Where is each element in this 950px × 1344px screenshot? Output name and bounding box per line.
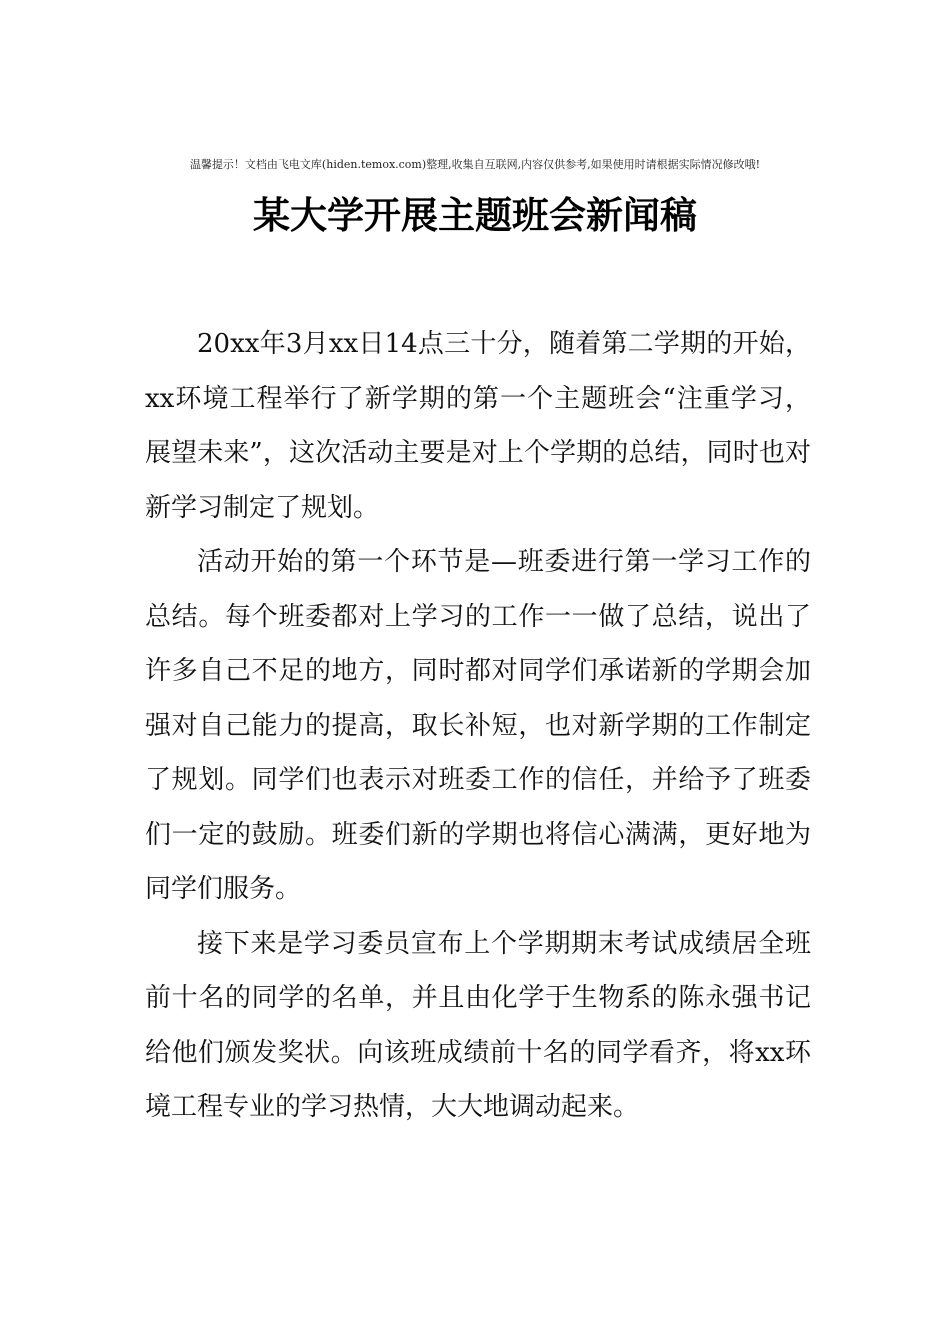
document-title: 某大学开展主题班会新闻稿: [253, 193, 697, 237]
download-notice: 温馨提示！文档由飞电文库(hiden.temox.com)整理,收集自互联网,内容仅供参考,如果使用时请根据实际情况修改哦!: [189, 158, 761, 171]
document-body: [145, 317, 811, 1135]
paragraph-1: 20xx年3月xx日14点三十分，随着第二学期的开始，xx环境工程举行了新学期的第一个主题班会“注重学习，展望未来”，这次活动主要是对上个学期的总结，同时也对新学习制定了规划。: [145, 329, 811, 523]
paragraph-3: 接下来是学习委员宣布上个学期期末考试成绩居全班前十名的同学的名单，并且由化学于生物系的陈永强书记给他们颁发奖状。向该班成绩前十名的同学看齐，将xx环境工程专业的学习热情，大大地调动起来。: [145, 928, 811, 1122]
paragraph-2: 活动开始的第一个环节是—班委进行第一学习工作的总结。每个班委都对上学习的工作一一做了总结，说出了许多自己不足的地方，同时都对同学们承诺新的学期会加强对自己能力的提高，取长补短，也对新学期的工作制定了规划。同学们也表示对班委工作的信任，并给予了班委们一定的鼓励。班委们新的学期也将信心满满，更好地为同学们服务。: [145, 547, 811, 904]
